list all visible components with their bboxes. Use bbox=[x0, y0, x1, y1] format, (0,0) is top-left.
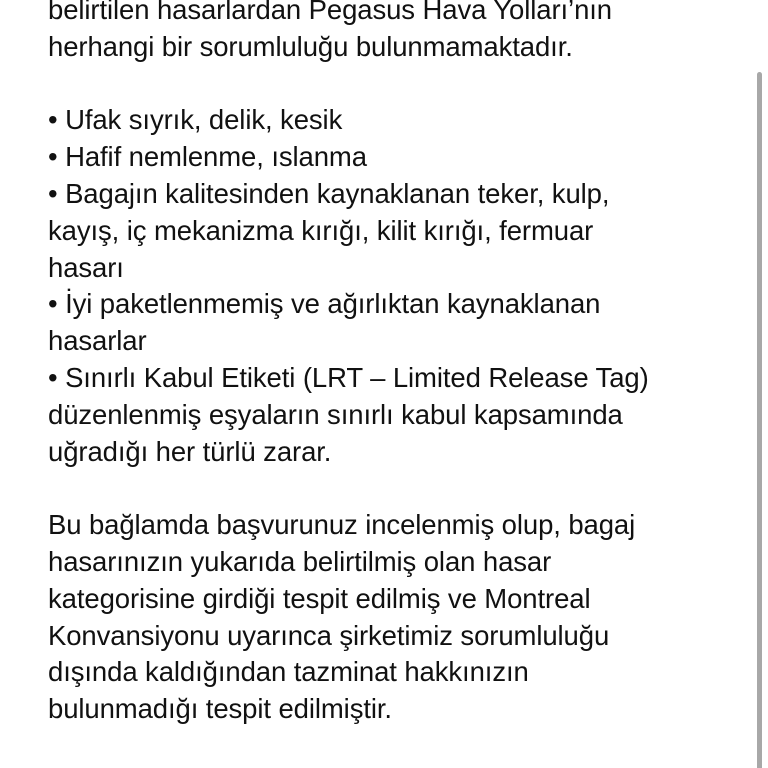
text-line: kategorisine girdiği tespit edilmiş ve Montreal bbox=[48, 582, 591, 614]
list-item-minor-scratch: • Ufak sıyrık, delik, kesik bbox=[48, 104, 343, 136]
list-item-quality-damage-cont: kayış, iç mekanizma kırığı, kilit kırığı, fermuar bbox=[48, 214, 594, 246]
text-line: dışında kaldığından tazminat hakkınızın bbox=[48, 656, 529, 688]
text-line: herhangi bir sorumluluğu bulunmamaktadır. bbox=[48, 30, 573, 62]
text-line: Konvansiyonu uyarınca şirketimiz sorumluluğu bbox=[48, 619, 610, 651]
damage-exclusion-list bbox=[48, 102, 738, 470]
intro-paragraph bbox=[48, 0, 738, 66]
conclusion-paragraph bbox=[48, 507, 738, 728]
text-line: hasarınızın yukarıda belirtilmiş olan hasar bbox=[48, 545, 552, 577]
list-item-lrt-cont: uğradığı her türlü zarar. bbox=[48, 435, 332, 467]
paragraph-spacer bbox=[48, 66, 738, 103]
paragraph-spacer bbox=[48, 470, 738, 507]
text-line: bulunmadığı tespit edilmiştir. bbox=[48, 693, 392, 725]
list-item-lrt: • Sınırlı Kabul Etiketi (LRT – Limited Release Tag) bbox=[48, 361, 649, 393]
vertical-scrollbar[interactable] bbox=[755, 0, 763, 768]
list-item-quality-damage: • Bagajın kalitesinden kaynaklanan teker, kulp, bbox=[48, 177, 610, 209]
list-item-lrt-cont: düzenlenmiş eşyaların sınırlı kabul kapsamında bbox=[48, 398, 623, 430]
text-line: Bu bağlamda başvurunuz incelenmiş olup, bagaj bbox=[48, 509, 636, 541]
list-item-moisture: • Hafif nemlenme, ıslanma bbox=[48, 141, 367, 173]
list-item-packaging: • İyi paketlenmemiş ve ağırlıktan kaynaklanan bbox=[48, 288, 601, 320]
list-item-packaging-cont: hasarlar bbox=[48, 325, 147, 357]
list-item-quality-damage-cont: hasarı bbox=[48, 251, 124, 283]
scrollbar-thumb[interactable] bbox=[757, 72, 762, 768]
text-line: belirtilen hasarlardan Pegasus Hava Yolları’nın bbox=[48, 0, 612, 25]
document-body bbox=[48, 0, 738, 728]
